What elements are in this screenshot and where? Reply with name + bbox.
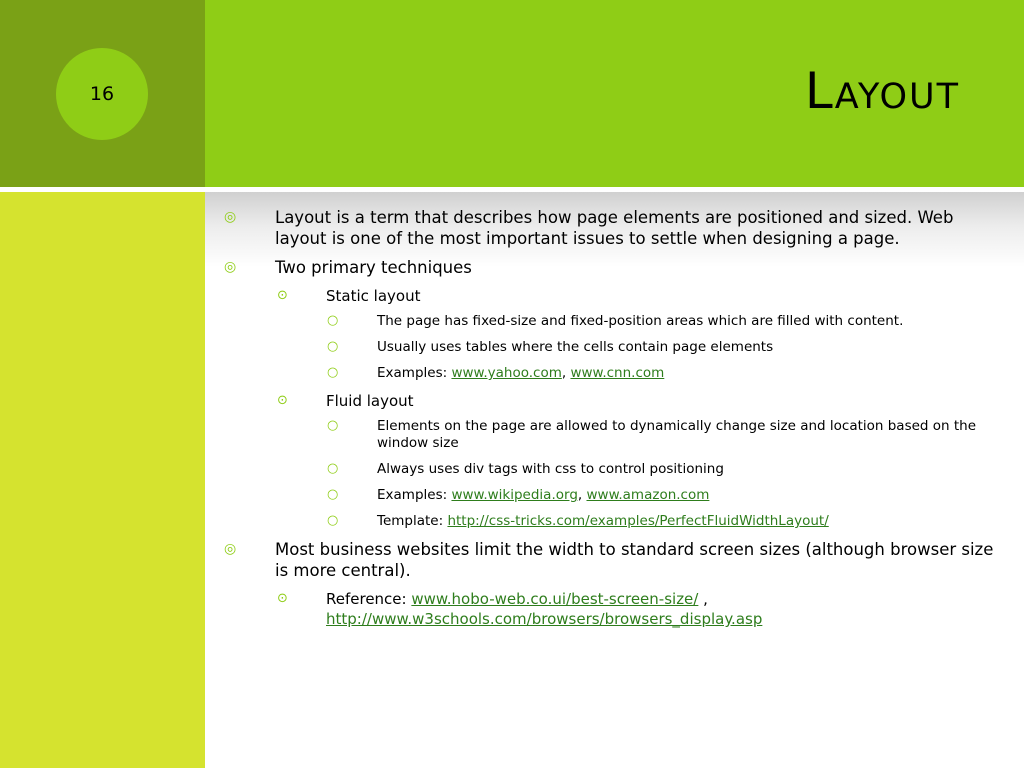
detail-item [222, 513, 1002, 530]
sub-bullet-text: Static layout [326, 287, 421, 305]
ring-bullet-icon: ○ [327, 513, 339, 528]
side-bar [0, 187, 205, 768]
slide-title: Layout [804, 62, 960, 120]
amazon-link[interactable]: www.amazon.com [586, 487, 710, 503]
detail-text: Elements on the page are allowed to dynamically change size and location based on the window size [377, 418, 977, 451]
double-ring-bullet-icon: ◎ [224, 541, 237, 557]
separator: , [561, 365, 571, 381]
separator: , [577, 487, 587, 503]
detail-item [222, 418, 1002, 452]
ring-bullet-icon: ○ [327, 487, 339, 502]
template-label: Template: [377, 513, 448, 529]
double-ring-bullet-icon: ◎ [224, 209, 237, 225]
ring-bullet-icon: ○ [327, 339, 339, 354]
bullet-item [222, 257, 1002, 278]
sub-bullet-item [222, 589, 1002, 629]
reference-label: Reference: [326, 590, 412, 608]
examples-label: Examples: [377, 487, 452, 503]
yahoo-link[interactable]: www.yahoo.com [451, 365, 562, 381]
slide-number: 16 [89, 83, 115, 105]
sub-bullet-text: Fluid layout [326, 392, 414, 410]
bullet-item [222, 539, 1002, 581]
bullet-text: Most business websites limit the width to standard screen sizes (although browser size is more central). [275, 540, 994, 580]
ring-bullet-icon: ○ [327, 418, 339, 433]
detail-text: The page has fixed-size and fixed-position areas which are filled with content. [377, 313, 904, 329]
separator: , [698, 590, 708, 608]
bullet-list [222, 207, 1002, 636]
dot-ring-bullet-icon: ⊙ [277, 288, 288, 303]
dot-ring-bullet-icon: ⊙ [277, 393, 288, 408]
examples-label: Examples: [377, 365, 452, 381]
sub-bullet-item [222, 286, 1002, 306]
ring-bullet-icon: ○ [327, 365, 339, 380]
dot-ring-bullet-icon: ⊙ [277, 591, 288, 606]
detail-text: Always uses div tags with css to control positioning [377, 461, 724, 477]
bullet-item [222, 207, 1002, 249]
ring-bullet-icon: ○ [327, 461, 339, 476]
bullet-text: Layout is a term that describes how page elements are positioned and sized. Web layout is one of the most important issues to settle when designing a page. [275, 208, 954, 248]
detail-item [222, 487, 1002, 504]
cnn-link[interactable]: www.cnn.com [570, 365, 665, 381]
slide-number-circle [56, 48, 148, 140]
detail-text: Usually uses tables where the cells contain page elements [377, 339, 774, 355]
sub-bullet-item [222, 391, 1002, 411]
hobo-web-link[interactable]: www.hobo-web.co.ui/best-screen-size/ [411, 590, 699, 608]
detail-item [222, 365, 1002, 382]
double-ring-bullet-icon: ◎ [224, 259, 237, 275]
ring-bullet-icon: ○ [327, 313, 339, 328]
detail-item [222, 313, 1002, 330]
detail-item [222, 461, 1002, 478]
css-tricks-link[interactable]: http://css-tricks.com/examples/PerfectFluidWidthLayout/ [447, 513, 829, 529]
detail-item [222, 339, 1002, 356]
w3schools-link[interactable]: http://www.w3schools.com/browsers/browsers_display.asp [326, 610, 763, 628]
wikipedia-link[interactable]: www.wikipedia.org [451, 487, 578, 503]
bullet-text: Two primary techniques [275, 258, 472, 277]
